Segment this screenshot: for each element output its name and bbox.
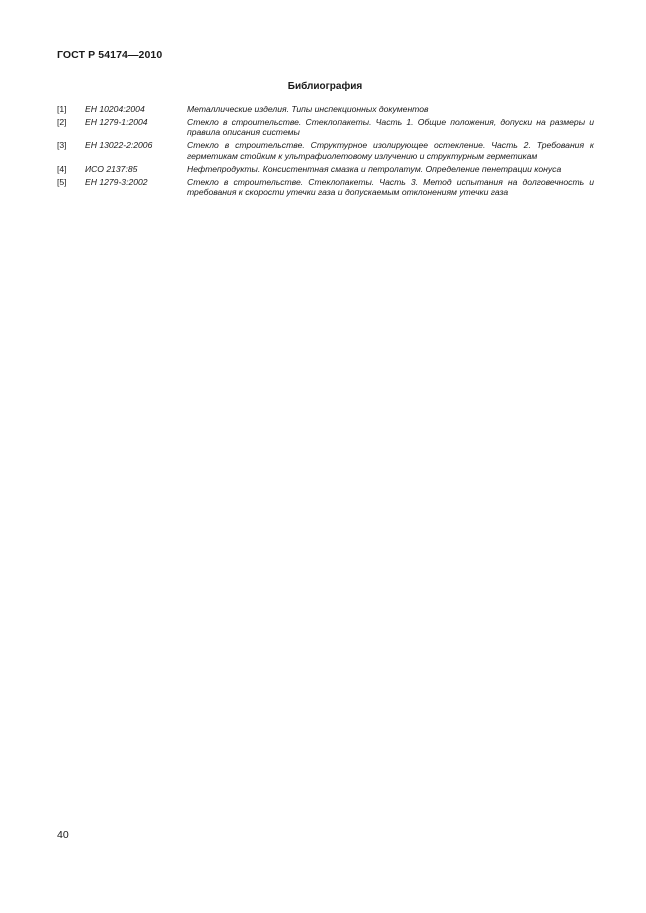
entry-description: Стекло в строительстве. Стеклопакеты. Часть 1. Общие положения, допуски на размеры и правила описания системы — [187, 117, 594, 138]
entry-number: [5] — [57, 176, 67, 187]
bibliography-entry — [57, 164, 594, 174]
bibliography-entry — [57, 104, 594, 114]
entry-standard-code: ЕН 13022-2:2006 — [85, 140, 153, 151]
entry-standard-code: ЕН 10204:2004 — [85, 104, 145, 114]
entry-description: Стекло в строительстве. Структурное изолирующее остекление. Часть 2. Требования к герметикам стойким к ультрафиолетовому излучению и структурным герметикам — [187, 140, 594, 161]
entry-number: [4] — [57, 163, 67, 174]
document-header: ГОСТ Р 54174—2010 — [57, 49, 163, 61]
bibliography-entry — [57, 140, 594, 161]
bibliography-list — [57, 104, 594, 200]
entry-number: [1] — [57, 104, 67, 114]
bibliography-entry — [57, 177, 594, 198]
entry-standard-code: ЕН 1279-1:2004 — [85, 117, 148, 127]
entry-standard-code: ЕН 1279-3:2002 — [85, 176, 148, 187]
page-number: 40 — [57, 829, 69, 841]
entry-description: Нефтепродукты. Консистентная смазка и петролатум. Определение пенетрации конуса — [187, 163, 562, 174]
entry-number: [3] — [57, 140, 67, 151]
entry-number: [2] — [57, 117, 67, 127]
entry-description: Стекло в строительстве. Стеклопакеты. Часть 3. Метод испытания на долговечность и требования к скорости утечки газа и допускаемым отклонениям утечки газа — [187, 176, 594, 198]
bibliography-entry — [57, 117, 594, 138]
entry-description: Металлические изделия. Типы инспекционных документов — [187, 104, 429, 114]
entry-standard-code: ИСО 2137:85 — [85, 163, 138, 174]
bibliography-title: Библиография — [287, 81, 363, 92]
